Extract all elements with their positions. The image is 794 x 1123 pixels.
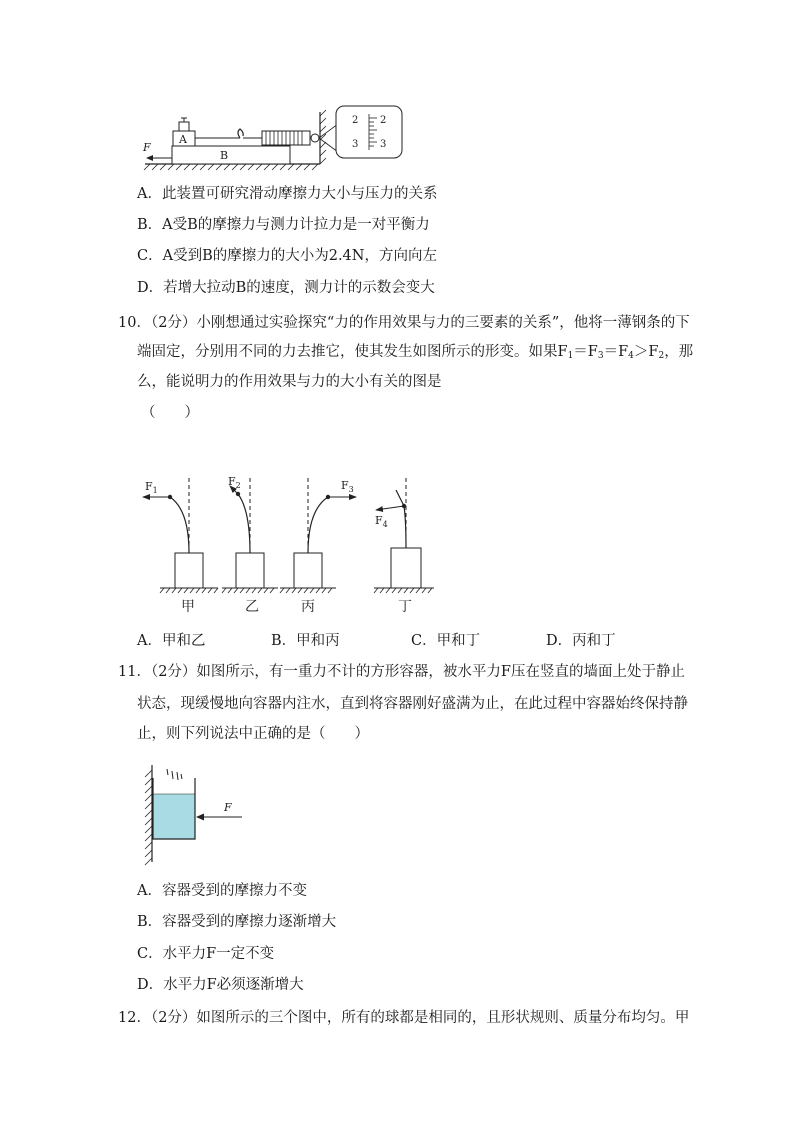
- q10-answer-bracket: （ ）: [141, 405, 199, 421]
- q10-option-c: C．甲和丁: [411, 633, 481, 649]
- q9-scale-tick: 2: [380, 115, 387, 126]
- q11-force-label: F: [224, 801, 232, 814]
- q10-panel-label-yi: 乙: [245, 599, 259, 615]
- q10-stem-line1: 10．（2分）小刚想通过实验探究“力的作用效果与力的三要素的关系”，他将一薄钢条的下: [118, 315, 690, 331]
- q10-figure: [130, 470, 450, 618]
- q10-text: ＞F: [633, 344, 659, 360]
- q9-scale-tick: 3: [352, 139, 359, 150]
- q9-option-d: D．若增大拉动B的速度，测力计的示数会变大: [137, 280, 435, 296]
- q10-f3-label: $F_3$: [341, 479, 354, 494]
- q9-force-label: F: [143, 141, 151, 154]
- q10-f2-label: $F_2$: [228, 475, 241, 490]
- q9-scale-tick: 2: [352, 115, 359, 126]
- q10-stem-line3: 么，能说明力的作用效果与力的大小有关的图是: [137, 374, 442, 390]
- q10-f1-label: $F_1$: [145, 480, 158, 495]
- q10-sub: 2: [658, 351, 665, 361]
- q11-option-c: C．水平力F一定不变: [137, 946, 275, 962]
- q10-option-b: B．甲和丙: [271, 633, 340, 649]
- q10-sub: 4: [628, 351, 634, 361]
- q11-option-b: B．容器受到的摩擦力逐渐增大: [137, 914, 337, 930]
- q9-block-b-label: B: [220, 149, 229, 162]
- q10-panel-label-bing: 丙: [301, 599, 315, 615]
- q9-option-b: B．A受B的摩擦力与测力计拉力是一对平衡力: [137, 217, 430, 233]
- q11-figure: [136, 760, 248, 868]
- q10-sub: 1: [567, 351, 574, 361]
- q10-option-d: D．丙和丁: [546, 633, 616, 649]
- q11-option-d: D．水平力F必须逐渐增大: [137, 977, 304, 993]
- q10-option-a: A．甲和乙: [137, 633, 206, 649]
- q9-option-a: A．此装置可研究滑动摩擦力大小与压力的关系: [137, 186, 438, 202]
- q10-panel-label-ding: 丁: [398, 599, 412, 615]
- q9-figure: [140, 104, 405, 176]
- q9-block-a-label: A: [179, 133, 187, 146]
- q10-panel-label-jia: 甲: [181, 599, 195, 615]
- q11-stem-line1: 11．（2分）如图所示，有一重力不计的方形容器，被水平力F压在竖直的墙面上处于静止: [118, 664, 685, 680]
- q10-text: 端固定，分别用不同的力去推它，使其发生如图所示的形变。如果F: [137, 344, 568, 360]
- q10-text: ，那: [664, 344, 694, 360]
- q10-f4-label: $F_4$: [375, 514, 388, 529]
- q10-stem-line2: [137, 342, 693, 366]
- q10-text: ＝F: [573, 344, 598, 360]
- q11-stem-line3: 止，则下列说法中正确的是（ ）: [137, 726, 369, 742]
- q10-sub: 3: [597, 351, 604, 361]
- q10-text: ＝F: [603, 344, 629, 360]
- q11-option-a: A．容器受到的摩擦力不变: [137, 883, 307, 899]
- q9-option-c: C．A受到B的摩擦力的大小为2.4N，方向向左: [137, 248, 437, 264]
- q11-stem-line2: 状态，现缓慢地向容器内注水，直到将容器刚好盛满为止，在此过程中容器始终保持静: [137, 696, 688, 712]
- q9-scale-tick: 3: [380, 139, 387, 150]
- q12-stem-line1: 12．（2分）如图所示的三个图中，所有的球都是相同的，且形状规则、质量分布均匀。甲: [118, 1010, 690, 1026]
